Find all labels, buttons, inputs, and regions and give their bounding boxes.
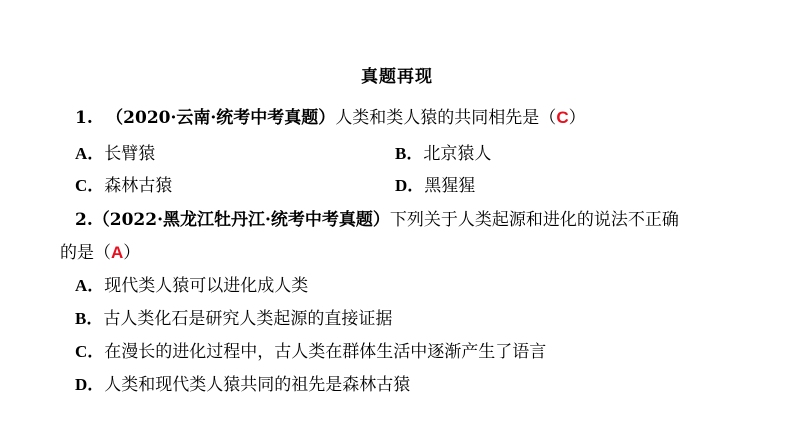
- question-2-option-c: [75, 341, 546, 363]
- question-1-option-d: [395, 175, 475, 197]
- page-title: 真题再现: [361, 67, 433, 87]
- question-2-option-d: [75, 374, 410, 396]
- question-2-stem-line-2: [60, 242, 140, 264]
- question-close-paren: ）: [123, 243, 141, 263]
- option-letter: D．: [75, 375, 105, 394]
- question-source: （2022·黑龙江牡丹江·统考中考真题）: [92, 210, 390, 230]
- option-letter: C．: [75, 342, 105, 361]
- question-text: 人类和类人猿的共同相先是（: [335, 108, 557, 128]
- question-1-stem: [75, 107, 586, 129]
- question-close-paren: ）: [568, 108, 586, 128]
- answer-mark: C: [556, 108, 569, 127]
- question-source: （2020·云南·统考中考真题）: [106, 108, 336, 128]
- option-letter: B．: [395, 144, 424, 163]
- option-text: 在漫长的进化过程中，古人类在群体生活中逐渐产生了语言: [104, 342, 547, 362]
- option-text: 北京猿人: [423, 144, 492, 164]
- question-2-option-a: [75, 275, 308, 297]
- option-text: 长臂猿: [104, 144, 156, 164]
- answer-mark: A: [111, 243, 124, 262]
- option-letter: A．: [75, 144, 105, 163]
- option-text: 人类和现代类人猿共同的祖先是森林古猿: [104, 375, 411, 395]
- option-text: 古人类化石是研究人类起源的直接证据: [103, 309, 393, 329]
- question-number: 1.: [75, 108, 93, 128]
- option-text: 现代类人猿可以进化成人类: [104, 276, 309, 296]
- question-text: 的是（: [60, 243, 111, 263]
- question-2-option-b: [75, 308, 392, 330]
- question-1-option-a: [75, 143, 155, 165]
- option-text: 黑猩猩: [424, 176, 476, 196]
- option-text: 森林古猿: [104, 176, 173, 196]
- question-1-option-b: [395, 143, 491, 165]
- option-letter: B．: [75, 309, 104, 328]
- option-letter: A．: [75, 276, 105, 295]
- option-letter: C．: [75, 176, 105, 195]
- option-letter: D．: [395, 176, 425, 195]
- question-2-stem-line-1: [75, 209, 679, 231]
- question-text: 下列关于人类起源和进化的说法不正确: [389, 210, 679, 230]
- question-1-option-c: [75, 175, 172, 197]
- question-number: 2.: [75, 210, 93, 230]
